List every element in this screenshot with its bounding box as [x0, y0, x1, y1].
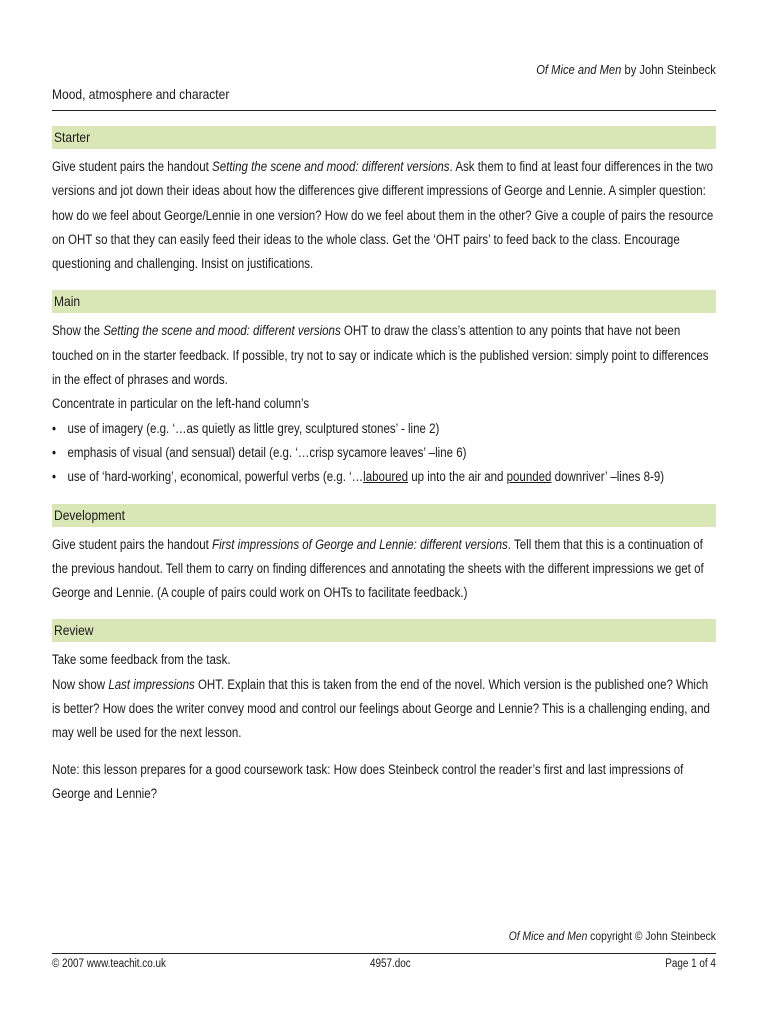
review-section	[52, 619, 716, 806]
main-focus-line: Concentrate in particular on the left-hand column’s	[52, 396, 310, 412]
development-section	[52, 504, 716, 606]
list-item: • emphasis of visual (and sensual) detail (e.g. ‘…crisp sycamore leaves’ –line 6)	[52, 441, 717, 465]
review-body	[52, 648, 717, 806]
footer-rule	[52, 953, 716, 954]
bullet-icon: •	[52, 420, 57, 436]
footer-page-number: Page 1 of 4	[665, 958, 716, 970]
main-bullet-list	[52, 417, 717, 490]
document-page	[52, 0, 716, 1024]
section-heading-starter: Starter	[52, 126, 716, 149]
bullet-icon: •	[52, 444, 57, 460]
header-rule	[52, 110, 716, 111]
main-body	[52, 319, 717, 489]
section-heading-main: Main	[52, 290, 716, 313]
main-paragraph: Show the Setting the scene and mood: different versions OHT to draw the class’s attention to any points that have not been touched on in the starter feedback. If possible, try not to say or indicate which is the published version: simply point to differences in the effect of phrases and words.	[52, 323, 709, 388]
book-title-line	[536, 62, 716, 77]
underlined-word: laboured	[363, 469, 409, 485]
document-body	[52, 126, 716, 820]
list-item: • use of imagery (e.g. ‘…as quietly as little grey, sculptured stones’ - line 2)	[52, 417, 717, 441]
bullet-icon: •	[52, 469, 57, 485]
list-item: • use of ‘hard-working’, economical, powerful verbs (e.g. ‘…laboured up into the air and pounded downriver’ –lines 8-9)	[52, 465, 717, 489]
book-title: Of Mice and Men	[536, 62, 622, 77]
underlined-word: pounded	[506, 469, 552, 485]
section-heading-development: Development	[52, 504, 716, 527]
main-section	[52, 290, 716, 489]
lesson-title: Mood, atmosphere and character	[52, 86, 230, 102]
starter-section	[52, 126, 716, 276]
review-line-1: Take some feedback from the task.	[52, 652, 231, 668]
copyright-note: Of Mice and Men copyright © John Steinbeck	[508, 929, 716, 943]
review-paragraph: Now show Last impressions OHT. Explain that this is taken from the end of the novel. Which version is the published one? Which is better? How does the writer convey mood and control our feelings about George and Lennie? This is a challenging ending, and may well be used for the next lesson.	[52, 676, 710, 741]
book-author: by John Steinbeck	[621, 62, 716, 77]
review-note: Note: this lesson prepares for a good coursework task: How does Steinbeck control the reader’s first and last impressions of George and Lennie?	[52, 761, 684, 801]
footer-copyright: © 2007 www.teachit.co.uk	[52, 958, 166, 970]
starter-paragraph: Give student pairs the handout Setting the scene and mood: different versions. Ask them to find at least four differences in the two versions and jot down their ideas about how the differences give different impressions of George and Lennie. A simpler question: how do we feel about George/Lennie in one version? How do we feel about them in the other? Give a couple of pairs the resource on OHT so that they can easily feed their ideas to the whole class. Get the ‘OHT pairs’ to feed back to the class. Encourage questioning and challenging. Insist on justifications.	[52, 159, 714, 272]
development-paragraph: Give student pairs the handout First impressions of George and Lennie: different versions. Tell them that this is a continuation of the previous handout. Tell them to carry on finding differences and annotating the sheets with the different impressions we get of George and Lennie. (A couple of pairs could work on OHTs to facilitate feedback.)	[52, 536, 704, 601]
section-heading-review: Review	[52, 619, 716, 642]
footer-filename: 4957.doc	[370, 958, 411, 970]
